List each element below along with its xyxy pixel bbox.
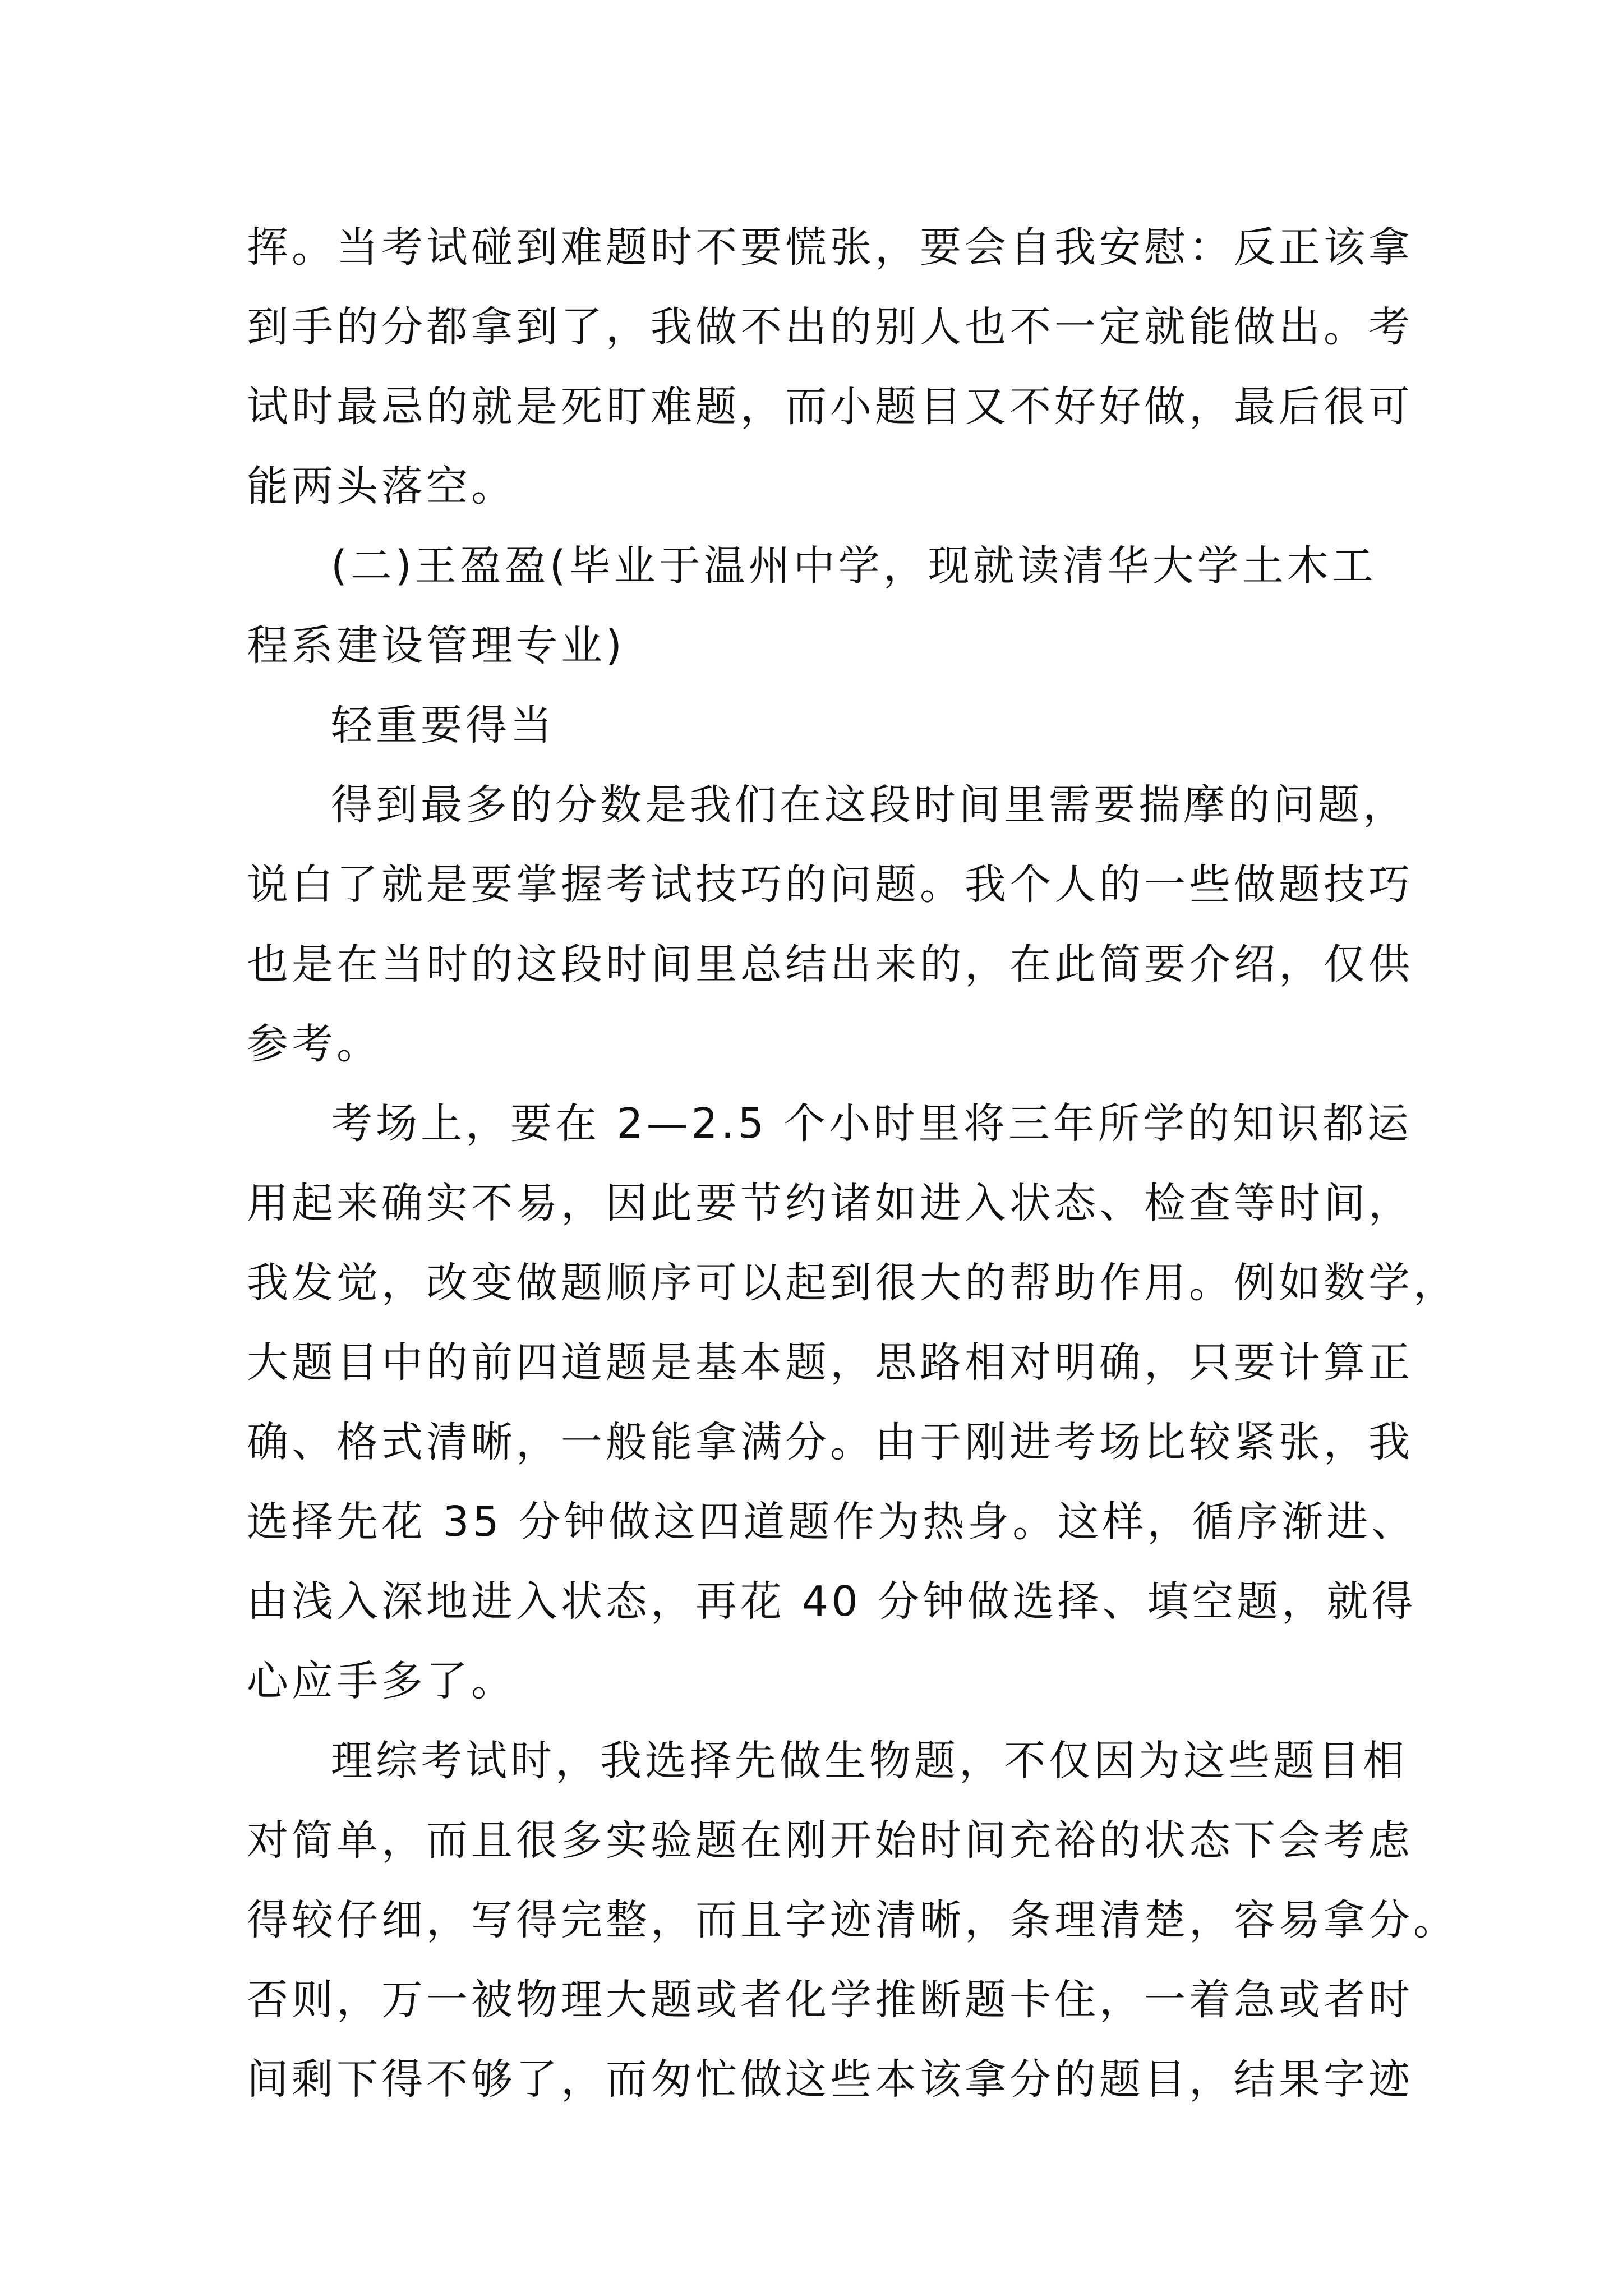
text-line: (二)王盈盈(毕业于温州中学，现就读清华大学土木工 (331, 542, 1377, 590)
text-line: 对简单，而且很多实验题在刚开始时间充裕的状态下会考虑 (247, 1816, 1413, 1865)
text-line: 由浅入深地进入状态，再花 40 分钟做选择、填空题，就得 (247, 1577, 1417, 1626)
text-line: 得到最多的分数是我们在这段时间里需要揣摩的问题， (331, 781, 1408, 829)
body-text (247, 208, 1458, 2119)
text-line: 程系建设管理专业) (247, 622, 625, 670)
text-line: 也是在当时的这段时间里总结出来的，在此简要介绍，仅供 (247, 940, 1413, 988)
text-line: 挥。当考试碰到难题时不要慌张，要会自我安慰：反正该拿 (247, 223, 1413, 272)
text-line: 得较仔细，写得完整，而且字迹清晰，条理清楚，容易拿分。 (247, 1896, 1458, 1944)
text-line: 说白了就是要掌握考试技巧的问题。我个人的一些做题技巧 (247, 861, 1413, 909)
text-line: 心应手多了。 (247, 1657, 516, 1705)
text-line: 我发觉，改变做题顺序可以起到很大的帮助作用。例如数学， (247, 1259, 1458, 1307)
text-line: 用起来确实不易，因此要节约诸如进入状态、检查等时间， (247, 1179, 1413, 1227)
text-line: 否则，万一被物理大题或者化学推断题卡住，一着急或者时 (247, 1976, 1413, 2024)
text-line: 轻重要得当 (331, 701, 555, 749)
text-line: 参考。 (247, 1020, 381, 1068)
text-line: 试时最忌的就是死盯难题，而小题目又不好好做，最后很可 (247, 383, 1413, 431)
text-line: 考场上，要在 2—2.5 个小时里将三年所学的知识都运 (331, 1099, 1412, 1148)
text-line: 大题目中的前四道题是基本题，思路相对明确，只要计算正 (247, 1338, 1413, 1387)
text-line: 理综考试时，我选择先做生物题，不仅因为这些题目相 (331, 1737, 1408, 1785)
text-line: 确、格式清晰，一般能拿满分。由于刚进考场比较紧张，我 (247, 1418, 1413, 1466)
text-line: 到手的分都拿到了，我做不出的别人也不一定就能做出。考 (247, 303, 1413, 351)
text-line: 间剩下得不够了，而匆忙做这些本该拿分的题目，结果字迹 (247, 2055, 1413, 2104)
text-line: 选择先花 35 分钟做这四道题作为热身。这样，循序渐进、 (247, 1498, 1417, 1546)
text-line: 能两头落空。 (247, 462, 516, 510)
